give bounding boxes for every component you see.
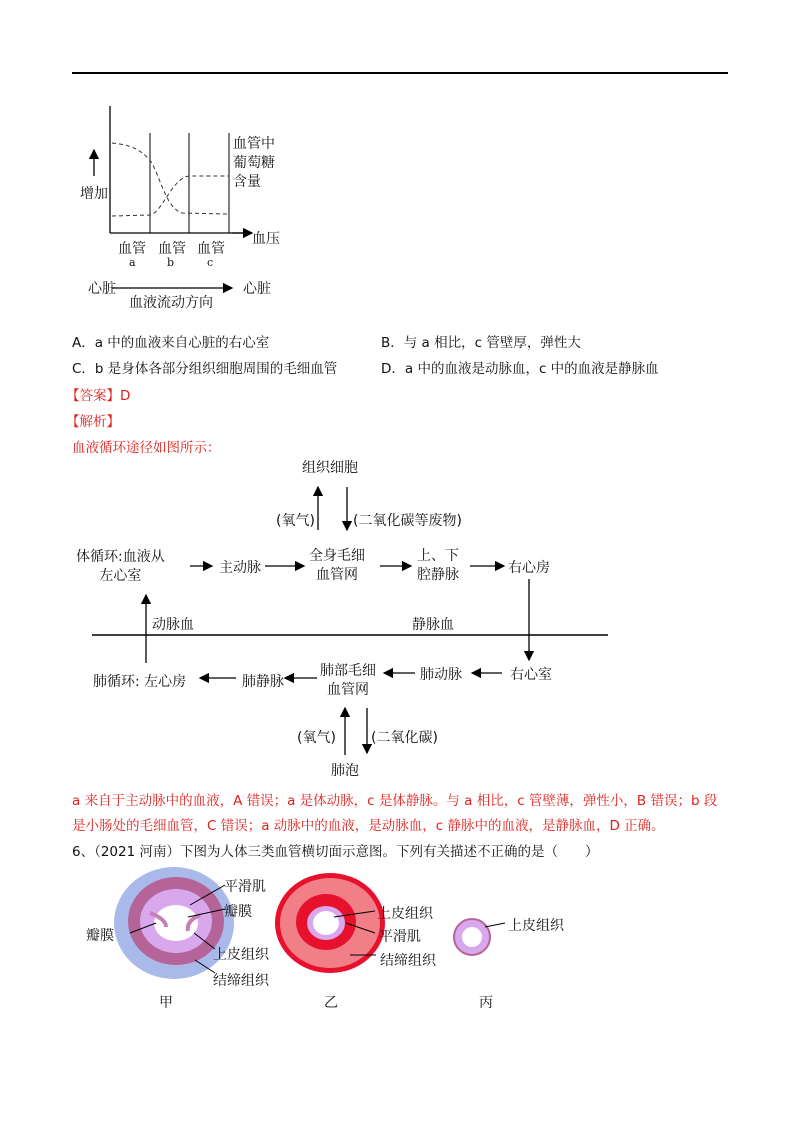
alveoli: 肺泡 [331, 763, 359, 779]
systemic-start [76, 548, 165, 586]
vessel-a-letter: a [129, 256, 136, 269]
vena-cava-line2: 腔静脉 [417, 567, 459, 583]
right-label-line2: 葡萄糖 [233, 155, 275, 171]
capillary-cross-section [454, 919, 490, 955]
caption-bing: 丙 [479, 995, 493, 1011]
glucose-curve [112, 176, 229, 216]
jia-epithelium: 上皮组织 [213, 947, 269, 963]
explanation-line2: 是小肠处的毛细血管，C 错误；a 动脉中的血液，是动脉血，c 静脉中的血液，是静脉血，D 正确。 [72, 818, 665, 834]
jia-membrane-right: 瓣膜 [224, 904, 252, 920]
answer: 【答案】D [66, 388, 131, 404]
lung-capillaries-line2: 血管网 [327, 682, 369, 698]
oxygen-bottom: (氧气) [297, 730, 336, 746]
vessel-a-label: 血管 [118, 241, 146, 257]
right-label-line3: 含量 [233, 174, 261, 190]
systemic-start-line1: 体循环:血液从 [76, 549, 165, 565]
yi-smooth-muscle: 平滑肌 [379, 929, 421, 945]
pulmonary-artery: 肺动脉 [420, 667, 462, 683]
analysis-intro: 血液循环途径如图所示： [72, 440, 221, 456]
pulmonary-end: 肺循环: 左心房 [93, 674, 187, 690]
question-6: 6、（2021 河南）下图为人体三类血管横切面示意图。下列有关描述不正确的是（ ） [72, 844, 599, 860]
caption-jia: 甲 [159, 995, 173, 1011]
right-label [233, 135, 275, 192]
heart-left: 心脏 [88, 281, 116, 297]
yi-connective: 结缔组织 [380, 953, 436, 969]
analysis-label: 【解析】 [66, 414, 120, 430]
jia-connective: 结缔组织 [213, 973, 269, 989]
vessel-b-letter: b [167, 256, 175, 269]
yi-epithelium: 上皮组织 [377, 906, 433, 922]
body-capillaries-line2: 血管网 [316, 567, 358, 583]
co2-bottom: (二氧化碳) [371, 730, 438, 746]
caption-yi: 乙 [324, 995, 338, 1011]
venous-blood: 静脉血 [412, 617, 454, 633]
flow-label: 血液流动方向 [129, 295, 213, 311]
jia-membrane-left: 瓣膜 [86, 928, 114, 944]
pulmonary-vein: 肺静脉 [242, 674, 284, 690]
header-rule [72, 72, 728, 74]
heart-right: 心脏 [243, 281, 271, 297]
jia-smooth-muscle: 平滑肌 [224, 879, 266, 895]
option-a: A．a 中的血液来自心脏的右心室 [72, 335, 270, 351]
option-b: B．与 a 相比，c 管壁厚，弹性大 [381, 335, 581, 351]
systemic-start-line2: 左心室 [99, 568, 142, 584]
arterial-blood: 动脉血 [152, 617, 194, 633]
bing-epithelium: 上皮组织 [508, 918, 564, 934]
pressure-curve [112, 143, 227, 214]
option-d: D．a 中的血液是动脉血，c 中的血液是静脉血 [381, 361, 659, 377]
co2-waste: (二氧化碳等废物) [353, 513, 462, 529]
right-atrium: 右心房 [508, 560, 550, 576]
lung-capillaries [320, 662, 376, 700]
oxygen-top: (氧气) [276, 513, 315, 529]
vessel-b-label: 血管 [158, 241, 186, 257]
lung-capillaries-line1: 肺部毛细 [320, 663, 376, 679]
artery-cross-section [275, 873, 385, 973]
vena-cava [417, 547, 459, 585]
tissue-cells: 组织细胞 [302, 460, 358, 476]
vessel-c-label: 血管 [197, 241, 225, 257]
circulation-diagram [60, 455, 620, 785]
explanation-line1: a 来自于主动脉中的血液，A 错误；a 是体动脉，c 是体静脉。与 a 相比，c 管壁薄，弹性小，B 错误；b 段 [72, 793, 718, 809]
vessel-c-letter: c [207, 256, 214, 269]
body-capillaries [309, 547, 365, 585]
aorta: 主动脉 [219, 560, 261, 576]
x-axis-label: 血压 [252, 231, 280, 247]
vena-cava-line1: 上、下 [417, 548, 459, 564]
y-axis-label: 增加 [80, 186, 108, 202]
right-label-line1: 血管中 [233, 136, 275, 152]
right-ventricle: 右心室 [510, 667, 552, 683]
body-capillaries-line1: 全身毛细 [309, 548, 365, 564]
option-c: C．b 是身体各部分组织细胞周围的毛细血管 [72, 361, 338, 377]
